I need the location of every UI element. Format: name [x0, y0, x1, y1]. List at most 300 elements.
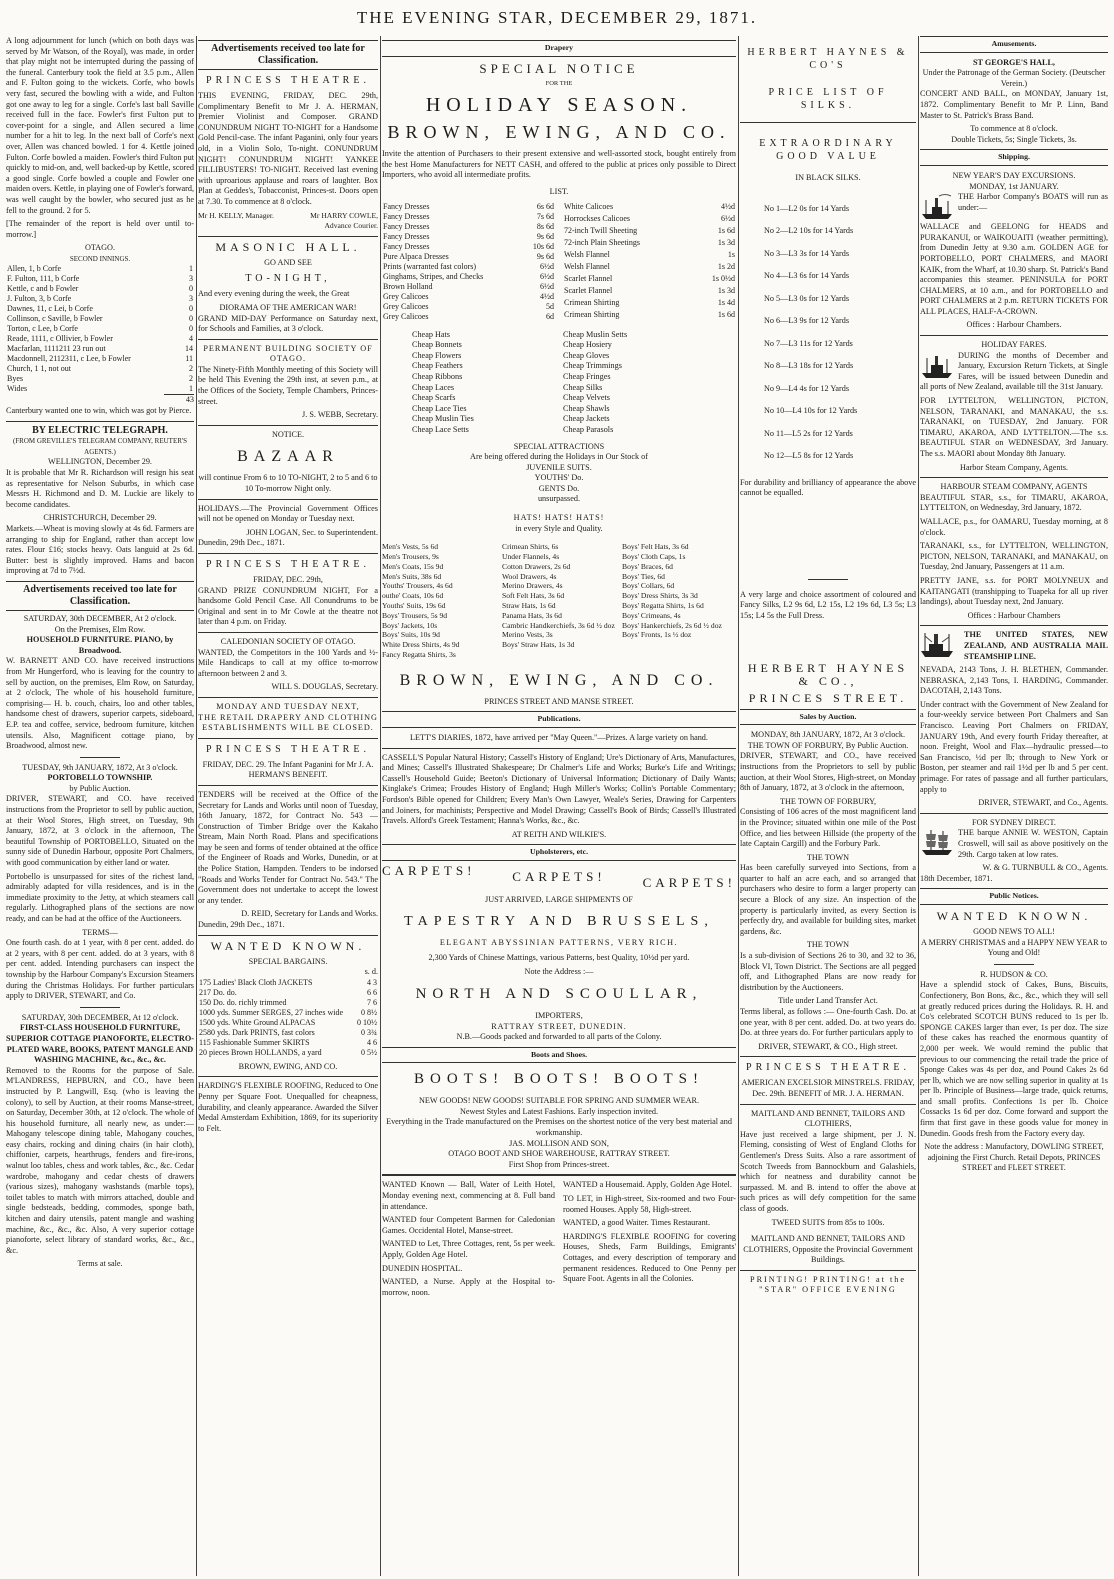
cheap-item: Cheap Shawls: [563, 403, 610, 413]
small-ad: WANTED to Let, Three Cottages, rent, 5s per week. Apply, Golden Age Hotel.: [382, 1239, 555, 1259]
score-row: [6, 374, 194, 384]
us-mail-body: Under contract with the Government of New Zealand for a four-weekly service between Port Chalmers and San Francisco. Leaving Port Chalmers on FRIDAY, JANUARY 19th, And every fourth Friday thereafter, at noon. Freight, Wool and Flax—hydraulic pressed—to San Francisco, ½d per lb; through to New York or Boston, per steamer and rail 1½d per lb and 5 per cent. primage. For rates of passage and all further particulars, apply to: [920, 699, 1108, 794]
theatre-ad-1-title: PRINCESS THEATRE.: [206, 75, 370, 86]
clothing-item: Straw Hats, 1s 6d: [502, 601, 556, 611]
sydney-body: THE barque ANNIE W. WESTON, Captain Croswell, will sail as above positively on the 29th. Cargo taken at low rates.: [958, 828, 1108, 859]
price-right-row: [563, 250, 736, 262]
bargain-row: [198, 988, 378, 998]
price-right-value: 1s 6d: [717, 225, 735, 235]
price-right-row: [563, 238, 736, 250]
small-ad: DUNEDIN HOSPITAL.: [382, 1263, 463, 1273]
special-bargains-title: SPECIAL BARGAINS.: [248, 956, 328, 966]
holiday-season-title: HOLIDAY SEASON.: [425, 94, 693, 117]
theatre-ad-2-title: PRINCESS THEATRE.: [206, 559, 370, 570]
cheap-item: Cheap Velvets: [563, 393, 610, 403]
score-row: [6, 264, 194, 274]
bargain-row: [198, 1028, 378, 1038]
score-value: 2: [189, 374, 193, 384]
price-left-label: Grey Calicoes: [383, 291, 429, 301]
score-label: J. Fulton, 3, b Corfe: [7, 294, 72, 304]
price-left-value: 6½d: [540, 261, 554, 271]
sydney-date: 18th December, 1871.: [920, 873, 993, 883]
price-right-label: Crimean Shirting: [564, 297, 620, 307]
hats-quality: in every Style and Quality.: [515, 523, 603, 533]
clothing-item: Boys' Crimeans, 4s: [622, 610, 681, 620]
forbury-body-3: Has been carefully surveyed into Sections, from a quarter to half an acre each, and so arranged that purchasers who desire to form a larger property can secure a Block of any size. An inspection of the property is particularly invited, as every Section is perfectly dry, and available for building sites, market gardens, &c.: [740, 863, 916, 936]
wanted-known-title-2: WANTED KNOWN.: [936, 908, 1092, 923]
small-ads-left: [382, 1180, 555, 1301]
price-right-value: 1s 3d: [717, 237, 735, 247]
carpets-2: CARPETS!: [512, 868, 606, 884]
fancy-silks: A very large and choice assortment of coloured and Fancy Silks, L2 9s 6d, L2 15s, L2 19s 6d, L3 5s; L3 15s; L4 5s the Full Dress.: [740, 589, 916, 620]
cricket-report: A long adjournment for lunch (which on both days was served by Mr Watson, of the Royal), was made, in order that play might not be interrupted during the passing of the funeral. Canterbury took the field at 3.5 p.m., Allen and F. Fulton going to the wickets. Corfe, who bowls very fast, secured the bowling with a wide, and Fulton got one away to leg for a single. Corfe's last ball Saville received full in the face. Fowler's first Fulton put to cover-point for a single, and Allen secured a lime number for a hit to leg. In the next ball of Corfe's next over, Allen was chanced bowled. 1 for 4. Kettle joined Fulton. Corfe bowled a maiden. Fowler's third Fulton put quickly to mid-on, and, well backed-up by Kettle, scored a good single. Corfe bowled a couple and Fowler one maiden overs. Kettle, in playing one of Fowler's forward, was well caught by the bowler, who secured just as he fell to the ground. 2 for 5.: [6, 36, 194, 215]
harbour-steam-title: HARBOUR STEAM COMPANY, AGENTS: [940, 482, 1088, 492]
price-left-label: Fancy Dresses: [383, 211, 430, 221]
clothing-item: Boys' Trousers, 5s 9d: [382, 610, 448, 620]
price-right-label: Scarlet Flannel: [564, 285, 613, 295]
price-left-row: [382, 262, 555, 272]
small-ad: HARDING'S FLEXIBLE ROOFING for covering Houses, Sheds, Farm Buildings, Emigrants' Cottages, and every description of temporary and permanent residences. Reduced to One Penny per Square Foot. Agents in all the Colonies.: [563, 1231, 736, 1284]
printing-ad: PRINTING! PRINTING! at the "STAR" OFFICE EVENING: [750, 1274, 906, 1295]
price-right-label: 72-inch Plain Sheetings: [564, 237, 640, 247]
theatre-ad-4-body: AMERICAN EXCELSIOR MINSTRELS. FRIDAY, Dec. 29th. BENEFIT of MR. J. A. HERMAN.: [741, 1078, 915, 1098]
late-ads-heading: Advertisements received too late for Classification.: [6, 581, 194, 611]
price-right-value: 4½d: [721, 201, 735, 211]
price-left-row: [382, 242, 555, 252]
score-title: OTAGO.: [84, 243, 116, 253]
score-value: 1: [189, 384, 193, 394]
score-label: Dawnes, 11, c Lei, b Corfe: [7, 304, 93, 314]
new-years-title: NEW YEAR'S DAY EXCURSIONS.: [952, 170, 1076, 180]
durability-note: For durability and brilliancy of appearance the above cannot be equalled.: [740, 477, 916, 498]
harbour-steam-item: WALLACE, p.s., for OAMARU, Tuesday morning, at 8 o'clock.: [920, 516, 1108, 537]
haynes-address: PRINCES STREET.: [748, 690, 908, 705]
public-notices-heading: Public Notices.: [920, 888, 1108, 905]
price-left-label: Prints (warranted fast colors): [383, 261, 477, 271]
price-right-value: 1s 3d: [717, 285, 735, 295]
caledonian-title: CALEDONIAN SOCIETY OF OTAGO.: [220, 636, 356, 646]
score-label: Byes: [7, 374, 23, 384]
silk-price: No 7—L3 11s for 12 Yards: [764, 338, 853, 348]
building-society-body: The Ninety-Fifth Monthly meeting of this Society will be held This Evening the 29th inst, at seven p.m., at the Offices of the Society, Temple Chambers, Princes-street.: [198, 364, 378, 406]
price-left-row: [382, 282, 555, 292]
price-left-label: Fancy Dresses: [383, 241, 430, 251]
silk-price-list: [740, 198, 916, 468]
clothing-item: Soft Felt Hats, 3s 6d: [502, 591, 565, 601]
score-value: 4: [189, 334, 193, 344]
price-left-value: 5d: [546, 301, 554, 311]
score-row: [6, 304, 194, 314]
hudson-note: Note the address : Manufactory, DOWLING STREET, adjoining the First Church. Retail Depots, PRINCES STREET and FLEET STREET.: [924, 1142, 1104, 1173]
amusements-heading: Amusements.: [920, 36, 1108, 53]
silk-price: No 1—L2 0s for 14 Yards: [764, 203, 850, 213]
hats-line: HATS! HATS! HATS!: [513, 513, 605, 523]
st-georges-price: Double Tickets, 5s; Single Tickets, 3s.: [951, 134, 1077, 144]
small-ad: WANTED four Competent Barmen for Caledonian Games. Occidental Hotel, Manse-street.: [382, 1215, 555, 1235]
price-left-value: 9s 6d: [536, 231, 554, 241]
theatre-ad-1-body: THIS EVENING, FRIDAY, DEC. 29th, Complimentary Benefit to Mr J. A. HERMAN, Premier Violinist and Composer. GRAND CONUNDRUM NIGHT TO-NIGHT for a Handsome Gold Pencil-case. The infant Paganini, only four years old, in a Violin Solo, To-night. CONUNDRUM NIGHT! CONUNDRUM NIGHT! YANKEE FILLIBUSTERS! TO-NIGHT. Received last evening with uproarious applause and roars of laughter. Box Plan at Geddes's, Tobacconist, Princes-st. Doors open at 7.30. To commence at 8 o'clock.: [198, 91, 378, 206]
hudson-body: Have a splendid stock of Cakes, Buns, Biscuits, Confectionery, Bon Bons, &c., &c., which they will sell at greatly reduced prices during the Holidays. R. H. and Co's celebrated SCOTCH BUNS reduced to 1s per lb. SPONGE CAKES larger than ever, 1s per doz. The size of these cakes has reached the enormous quantity of 2,000 per week. We would remind the public that previous to our commencing the retail trade the price of Sponge Cakes was 4s per doz, and Pound Cakes 2s 6d per lb, which we are now selling superior in quality at 1s per lb. Principle of Business—large trade, quick returns, and small profits. Confections 1s per lb. Choice Cossacks 1s 6d per doz. Come forward and support the firm that first gave in these goods value for money in Dunedin. Goods fresh from the Factory every day.: [920, 980, 1108, 1138]
price-right-row: [563, 202, 736, 214]
caledonian-sign: WILL S. DOUGLAS, Secretary.: [271, 682, 378, 692]
score-value: 3: [189, 274, 193, 284]
bargain-value: 4 3: [367, 977, 377, 987]
forbury-town-2: THE TOWN: [806, 940, 850, 950]
clothing-item: Men's Suits, 38s 6d: [382, 571, 442, 581]
price-right-label: 72-inch Twill Sheeting: [564, 225, 638, 235]
price-left-label: Brown Holland: [383, 281, 433, 291]
clothing-item: Boys' Regatta Shirts, 1s 6d: [622, 601, 704, 611]
score-value: 3: [189, 294, 193, 304]
roofing-body: HARDING'S FLEXIBLE ROOFING, Reduced to One Penny per Square Foot. Unequalled for cheapness, durability, and cleanly appearance. Awarded the Silver Medal Amsterdam Exhibition, 1869, for its superiority to Felt.: [198, 1081, 378, 1133]
price-right-label: Scarlet Flannel: [564, 273, 613, 283]
price-left-value: 7s 6d: [536, 211, 554, 221]
bargain-value: 0 8½: [361, 1007, 377, 1017]
column-5: [920, 36, 1108, 1576]
tender-body: TENDERS will be received at the Office of the Secretary for Lands and Works until noon of Tuesday, 16th January, 1872, for Contract No. 543 — Construction of Timber Bridge over the Kakaho Stream, Main North Road. Plans and specifications may be seen and forms of tender obtained at the office of the Engineer of Roads and Works, Dunedin, or at the Police Station, Hampden. Tenders to be indorsed "Roads and Works Tender for Contract No. 543." The Government does not undertake to accept the lowest or any tender.: [198, 789, 378, 905]
st-georges-title: ST GEORGE'S HALL,: [973, 57, 1055, 67]
sale2-body: DRIVER, STEWART, and CO. have received instructions from the Proprietor to sell by public auction, at their Wool Stores, High street, on Tuesday, 9th January, 1872, at 3 o'clock in the afternoon, The beautiful Township of PORTOBELLO, Situated on the sunny side of Dunedin Harbour, opposite Port Chalmers, with good communication by either land or water.: [6, 794, 194, 868]
telegraph-dateline-2: CHRISTCHURCH, December 29.: [43, 513, 157, 523]
bargain-value: 7 6: [367, 997, 377, 1007]
price-left-value: 10s 6d: [532, 241, 554, 251]
score-value: 0: [189, 304, 193, 314]
sale2-more: Portobello is unsurpassed for sites of the richest land, admirably adapted for villa residences, and is in the immediate proximity to the Jetty, at which steamers call regularly. Lithographed plans of the sections are now ready, and can be had at the office of the Auctioneers.: [6, 871, 194, 923]
late-ads-heading-2: Advertisements received too late for Classification.: [198, 40, 378, 70]
score-label: Macfarlan, 1111211 23 run out: [7, 344, 106, 354]
price-left-value: 6s 6d: [536, 201, 554, 211]
score-row: [6, 344, 194, 354]
small-ad: TO LET, in High-street, Six-roomed and two Four-roomed Houses. Apply 58, High-street.: [563, 1194, 736, 1214]
theatre-courier: Mr HARRY COWLE, Advance Courier.: [310, 210, 378, 231]
new-years-list: WALLACE and GEELONG for HEADS and PURAKANUI, or WAIKOUAITI (weather permitting), from Dunedin Jetty at 9.30 a.m. GOLDEN AGE for PORTOBELLO, PORT CHALMERS, and MAORI KAIK, from the Wharf, at 10.30 sharp. St. Patrick's Band accompanies this steamer. PENINSULA for PORT CHALMERS, at 10 a.m., and for PORTOBELLO and PORT CHALMERS at 2 p.m. RETURN TICKETS FOR ALL PLACES, HALF-A-CROWN.: [920, 222, 1108, 316]
sale2-terms: One fourth cash. do at 1 year, with 8 per cent. added. do at 2 years, with 8 per cent. added. do at 3 years, with 8 per cent. added. Intending purchasers can inspect the township by the Harbour Company's Excursion Steamers during the Christmas Holidays. For further particulars apply to DRIVER, STEWART, and Co.: [6, 938, 194, 1001]
abyssinian-patterns: ELEGANT ABYSSINIAN PATTERNS, VERY RICH.: [439, 938, 679, 948]
brown-ewing-address: PRINCES STREET AND MANSE STREET.: [484, 696, 634, 706]
small-ad: WANTED, a good Waiter. Times Restaurant.: [563, 1218, 710, 1228]
st-georges-body: CONCERT AND BALL, on MONDAY, January 1st, 1872. Complimentary Benefit to Mr P. Linn, Band Master to St. Patrick's Brass Band.: [920, 89, 1108, 120]
bargain-label: 115 Fashionable Summer SKIRTS: [199, 1037, 310, 1047]
clothing-item: Panama Hats, 3s 6d: [502, 610, 562, 620]
bargain-row: [198, 1038, 378, 1048]
haynes-title: HERBERT HAYNES & CO'S: [747, 47, 909, 71]
clothing-list-c: [622, 542, 736, 660]
cricket-note: [The remainder of the report is held over until to-morrow.]: [6, 219, 194, 239]
clothing-list-a: [382, 542, 496, 660]
bargain-label: 20 pieces Brown HOLLANDS, a yard: [199, 1047, 322, 1057]
clothing-item: Men's Vests, 5s 6d: [382, 542, 439, 552]
note-address: Note the Address :—: [524, 967, 594, 977]
clothing-item: Youths' Suits, 19s 6d: [382, 601, 446, 611]
masthead: THE EVENING STAR, DECEMBER 29, 1871.: [356, 8, 758, 27]
price-left-label: Fancy Dresses: [383, 231, 430, 241]
bargain-row: [198, 1018, 378, 1028]
harbour-steam-item: TARANAKI, s.s., for LYTTELTON, WELLINGTON, PICTON, NELSON, TARANAKI, and MANAKAU, on Tuesday, 2nd January, Passengers at 11 a.m.: [920, 541, 1108, 572]
small-ad: WANTED Known — Ball, Water of Leith Hotel, Monday evening next, commencing at 8. Full band in attendance.: [382, 1180, 555, 1211]
masonic-line-d: DIORAMA OF THE AMERICAN WAR!: [219, 302, 357, 312]
sydney-title: FOR SYDNEY DIRECT.: [972, 817, 1056, 827]
publications-heading: Publications.: [382, 711, 736, 728]
letts-diaries: LETT'S DIARIES, 1872, have arrived per "May Queen."—Prizes. A large variety on hand.: [410, 733, 708, 742]
harbour-steam-item: PRETTY JANE, s.s. for PORT MOLYNEUX and KAITANGATI (transhipping to Tuapeka for all up river landings), about Tuesday next, 2nd January.: [920, 575, 1108, 607]
caledonian-body: WANTED, the Competitors in the 100 Yards and ½-Mile Handicaps to call at my office to-morrow afternoon between 2 and 3.: [198, 647, 378, 678]
forbury-title-2: THE TOWN OF FORBURY,: [780, 796, 876, 806]
price-left-row: [382, 292, 555, 302]
cheap-item: Cheap Lace Setts: [412, 424, 469, 434]
cheap-item: Cheap Ribbons: [412, 371, 463, 381]
tapestry-brussels: TAPESTRY AND BRUSSELS,: [404, 914, 714, 930]
clothing-item: Merino Drawers, 4s: [502, 581, 563, 591]
price-left-label: Grey Calicoes: [383, 311, 429, 321]
goods-packed: N.B.—Goods packed and forwarded to all parts of the Colony.: [456, 1032, 662, 1042]
telegraph-item-2: Markets.—Wheat is moving slowly at 4s 6d. Farmers are arranging to ship for England, rather than accept low rates. Flour £16; stocks heavy. Oats languid at 2s 6d. Butter: best is slightly improved. Hams and bacon improving at 7d to 7½d.: [6, 524, 194, 576]
clothing-item: Boys' Ties, 6d: [622, 571, 665, 581]
small-ad: WANTED a Housemaid. Apply, Golden Age Hotel.: [563, 1180, 732, 1190]
bargain-value: 0 3¾: [361, 1027, 377, 1037]
special-attractions-heading: SPECIAL ATTRACTIONS: [513, 441, 605, 451]
price-left-row: [382, 312, 555, 322]
cheap-item: Cheap Laces: [412, 382, 455, 392]
score-row: [6, 364, 194, 374]
theatre-ad-2-date: FRIDAY, DEC. 29th,: [253, 575, 323, 584]
special-notice-for: FOR THE: [545, 79, 573, 87]
cheap-goods-left: [412, 330, 555, 436]
price-right-value: 1s 6d: [717, 309, 735, 319]
notice-heading: NOTICE.: [271, 429, 305, 439]
brown-ewing-intro: Invite the attention of Purchasers to their present extensive and well-assorted stock, bought entirely from the best Home Manufacturers for NETT CASH, and offered to the public at prices only possible to Direct Importers, who avoid all intermediate profits.: [382, 149, 736, 180]
bargain-value: 0 10½: [357, 1017, 377, 1027]
telegraph-subtitle: (FROM GREVILLE'S TELEGRAM COMPANY, REUTER'S AGENTS.): [12, 437, 188, 456]
score-label: Macdonnell, 2112311, c Lee, b Fowler: [7, 354, 131, 364]
bargains-sign: BROWN, EWING, AND CO.: [238, 1061, 338, 1071]
cheap-item: Cheap Hosiery: [563, 340, 612, 350]
sale1-body: W. BARNETT AND CO. have received instructions from Mr Hungerford, who is leaving for the country to sell by auction, on the premises, Elm Row, on Saturday, at 2 o'clock, The whole of his household furniture, comprising— H. b. couch, chairs, loo and other tables, handsome chest of drawers, superior carpets, sideboard, E.P. tea and coffee, service, bedroom furniture, kitchen utensils. Also, Magnificent cottage piano, by Broadwood, almost new.: [6, 656, 194, 751]
brown-ewing-title: BROWN, EWING, AND CO.: [387, 122, 731, 143]
boots-styles: Newest Styles and Latest Fashions. Early inspection invited.: [459, 1106, 659, 1116]
price-left-row: [382, 232, 555, 242]
theatre-ad-2-body: GRAND PRIZE CONUNDRUM NIGHT, For a handsome Gold Pencil Case. All Conundrums to be Original and sent in to Mr Cowle at the theatre not later than 4 p.m. on Friday.: [198, 585, 378, 627]
clothing-item: Under Flannels, 4s: [502, 552, 560, 562]
sale3-body: Removed to the Rooms for the purpose of Sale. M'LANDRESS, HEPBURN, and CO., have been instructed by P. Langwill, Esq. (who is leaving the colony), to sell by Auction, at their rooms Manse-street, on Saturday, December 30th, at 12 o'clock. The whole of his household furniture, all nearly new, as under:— Mahogany telescope dining table, Mahogany couches, easy chairs, rocking and dining chairs (in hair cloth), chiffonier, carpets, hearthrugs, fenders and fire-irons, walnut loo tables, chess and work tables, &c., &c. Cedar wardrobe, mahogany and cedar chests of drawers (various sizes), mahogany washstands (marble tops), toilet tables to match with mirrors attached, double and single bedsteads, bedding, commodes, sponge bath, kitchen and dairy utensils, patent mangle and washing machine, &c., &c., &c. Also, A very superior cottage pianoforte, select library of standard works, &c., &c., &c.: [6, 1065, 194, 1255]
price-left-value: 6d: [546, 311, 554, 321]
score-value: 0: [189, 284, 193, 294]
boots-firm: JAS. MOLLISON AND SON,: [509, 1138, 609, 1148]
score-total: 43: [164, 394, 194, 406]
price-right-value: 1s 2d: [717, 261, 735, 271]
boots-warehouse: OTAGO BOOT AND SHOE WAREHOUSE, RATTRAY STREET.: [448, 1149, 670, 1159]
forbury-body-4: Is a sub-division of Sections 26 to 30, and 32 to 36, Block VI, Town District. The Sections are all pegged off, and Lithographed Plans are now ready for distribution by the Auctioneers.: [740, 951, 916, 992]
bargain-label: 150 Do. do. richly trimmed: [199, 997, 287, 1007]
silk-price: No 8—L3 18s for 12 Yards: [764, 361, 854, 371]
price-left-label: Ginghams, Stripes, and Checks: [383, 271, 484, 281]
score-row: [6, 324, 194, 334]
bargain-value: 6 6: [367, 987, 377, 997]
cheap-item: Cheap Muslin Ties: [412, 414, 474, 424]
clothing-item: Merino Vests, 3s: [502, 630, 553, 640]
price-left-value: 6½d: [540, 271, 554, 281]
us-mail-sign: DRIVER, STEWART, and Co., Agents.: [978, 798, 1108, 808]
price-right-row: [563, 226, 736, 238]
clothing-item: Boys' Collars, 6d: [622, 581, 675, 591]
harbour-steam-list: [920, 493, 1108, 608]
price-list-right: [563, 202, 736, 322]
price-left-row: [382, 302, 555, 312]
price-right-row: [563, 286, 736, 298]
clothing-item: Boys' Fronts, 1s ½ doz: [622, 630, 692, 640]
forbury-body: DRIVER, STEWART, and CO., have received instructions from the Proprietors to sell by public auction, at their Wool Stores, High-street, on Monday 8th of January, 1872, at 3 o'clock in the afternoon,: [740, 751, 916, 793]
building-society-title: PERMANENT BUILDING SOCIETY OF OTAGO.: [203, 343, 373, 364]
mail-steamer-icon: [920, 630, 960, 664]
north-scoullar: NORTH AND SCOULLAR,: [415, 985, 703, 1002]
cheap-item: Cheap Parasols: [563, 424, 614, 434]
auction-heading: Sales by Auction.: [740, 709, 916, 726]
bargain-row: [198, 1008, 378, 1018]
price-left-value: 9s 6d: [536, 251, 554, 261]
price-list-left: [382, 202, 555, 322]
silk-price: No 2—L2 10s for 14 Yards: [764, 226, 854, 236]
silk-price: No 4—L3 6s for 14 Yards: [764, 271, 850, 281]
score-value: 0: [189, 314, 193, 324]
price-right-label: Horrockses Calicoes: [564, 213, 630, 223]
bargain-label: 217 Do. do.: [199, 987, 237, 997]
holiday-fares-sign: Harbor Steam Company, Agents.: [960, 462, 1068, 472]
carpets-1: CARPETS!: [382, 862, 476, 878]
price-right-value: 1s 0½d: [711, 273, 735, 283]
building-society-sign: J. S. WEBB, Secretary.: [302, 410, 378, 420]
bargains-columns: s. d.: [364, 967, 378, 977]
score-label: Wides: [7, 384, 28, 394]
forbury-sign: DRIVER, STEWART, & CO., High street.: [758, 1041, 898, 1051]
sale2-terms-heading: TERMS—: [82, 927, 118, 937]
price-left-value: 6½d: [540, 281, 554, 291]
clothing-item: Youths' Trousers, 4s 6d: [382, 581, 453, 591]
silk-price: No 3—L3 3s for 14 Yards: [764, 248, 850, 258]
masonic-line-c: And every evening during the week, the Great: [198, 289, 350, 299]
unsurpassed: unsurpassed.: [537, 494, 581, 504]
score-value: 0: [189, 324, 193, 334]
cheap-item: Cheap Fringes: [563, 371, 611, 381]
good-news: GOOD NEWS TO ALL!: [973, 926, 1055, 936]
shipping-heading: Shipping.: [920, 149, 1108, 166]
theatre-ad-3-title: PRINCESS THEATRE.: [206, 743, 370, 755]
cheap-item: Cheap Feathers: [412, 361, 463, 371]
masonic-line-b: TO-NIGHT,: [245, 273, 331, 285]
scorecard: [6, 264, 194, 394]
price-left-value: 4½d: [540, 291, 554, 301]
masonic-hall-title: MASONIC HALL.: [215, 239, 361, 254]
column-4: [740, 36, 916, 1576]
clothing-list-b: [502, 542, 616, 660]
forbury-title: THE TOWN OF FORBURY, By Public Auction.: [747, 740, 909, 750]
cheap-item: Cheap Lace Ties: [412, 403, 467, 413]
price-left-label: Pure Alpaca Dresses: [383, 251, 449, 261]
bargain-row: [198, 978, 378, 988]
sale1-date: SATURDAY, 30th DECEMBER, At 2 o'clock.: [23, 613, 177, 623]
bargain-value: 4 6: [367, 1037, 377, 1047]
score-value: 2: [189, 364, 193, 374]
score-value: 11: [185, 354, 193, 364]
holidays-body: HOLIDAYS.—The Provincial Government Offices will not be opened on Monday or Tuesday next.: [198, 503, 378, 524]
cheap-goods-right: [563, 330, 706, 436]
clothing-item: Boys' Braces, 6d: [622, 561, 673, 571]
boots-new-goods: NEW GOODS! NEW GOODS! SUITABLE FOR SPRING AND SUMMER WEAR.: [418, 1096, 699, 1106]
price-right-row: [563, 214, 736, 226]
price-left-value: 8s 6d: [536, 221, 554, 231]
st-georges-sub: Under the Patronage of the German Society. (Deutscher Verein.): [922, 68, 1106, 88]
bazaar-body: will continue From 6 to 10 TO-NIGHT, 2 to 5 and 6 to 10 To-morrow Night only.: [198, 473, 378, 494]
clothing-item: Men's Trousers, 9s: [382, 552, 439, 562]
telegraph-title: BY ELECTRIC TELEGRAPH.: [32, 424, 168, 436]
carpets-3: CARPETS!: [642, 874, 736, 890]
telegraph-dateline-1: WELLINGTON, December 29.: [48, 457, 152, 467]
steamship-icon: [920, 192, 954, 222]
score-label: Reade, 1111, c Ollivier, b Fowler: [7, 334, 113, 344]
score-label: Church, 1 1, not out: [7, 364, 71, 374]
cheap-item: Cheap Silks: [563, 382, 603, 392]
score-row: [6, 294, 194, 304]
silk-price: No 12—L5 8s for 12 Yards: [764, 451, 854, 461]
st-georges-time: To commence at 8 o'clock.: [970, 124, 1058, 134]
score-row: [6, 274, 194, 284]
maitland-body: Have just received a large shipment, per J. N. Fleming, consisting of West of England Cloths for Gentlemen's Dress Suits. Also a rare assortment of Scotch Tweeds from Bannockburn and Galashiels, which for neatness and durability cannot be surpassed. M. and B. intend to offer the above at such prices as will defy competition for the same class of goods.: [740, 1129, 916, 1213]
juvenile-suits: JUVENILE SUITS.: [526, 462, 592, 472]
drapery-heading: Drapery: [382, 40, 736, 57]
sale3-terms: Terms at sale.: [77, 1259, 123, 1269]
score-row: [6, 354, 194, 364]
score-label: Allen, 1, b Corfe: [7, 264, 61, 274]
price-left-label: Grey Calicoes: [383, 301, 429, 311]
clothing-item: Fancy Regatta Shirts, 3s: [382, 650, 456, 660]
score-row: [6, 314, 194, 324]
clothing-item: Cotton Drawers, 2s 6d: [502, 561, 571, 571]
price-right-label: White Calicoes: [564, 201, 614, 211]
clothing-item: Boys' Straw Hats, 1s 3d: [502, 640, 575, 650]
sale3-heading: FIRST-CLASS HOUSEHOLD FURNITURE, SUPERIOR COTTAGE PIANOFORTE, ELECTRO-PLATED WARE, BOOKS, PATENT MANGLE AND WASHING MACHINE, &c., &c., &c.: [6, 1023, 194, 1065]
silk-price: No 9—L4 4s for 12 Yards: [764, 383, 850, 393]
clothing-item: White Dress Shirts, 4s 9d: [382, 640, 460, 650]
maitland-tweed: TWEED SUITS from 85s to 100s.: [771, 1217, 885, 1227]
price-right-row: [563, 262, 736, 274]
clothing-item: Boys' Jackets, 10s: [382, 620, 438, 630]
score-value: 14: [185, 344, 193, 354]
score-value: 1: [189, 264, 193, 274]
cheap-item: Cheap Trimmings: [563, 361, 622, 371]
price-right-value: 1s 4d: [717, 297, 735, 307]
bargain-row: [198, 1048, 378, 1058]
importers: IMPORTERS,: [535, 1010, 583, 1020]
maitland-title: MAITLAND AND BENNET, TAILORS AND CLOTHIERS,: [751, 1108, 905, 1129]
new-years-sign: Offices : Harbour Chambers.: [966, 320, 1062, 330]
price-right-value: 6½d: [721, 213, 735, 223]
price-right-row: [563, 310, 736, 322]
score-label: Kettle, c and b Fowler: [7, 284, 79, 294]
telegraph-item-1: It is probable that Mr R. Richardson will resign his seat as representative for Nelson Suburbs, in which case Messrs H. Richmond and D. M. Luckie are likely to become candidates.: [6, 468, 194, 509]
boots-title: BOOTS! BOOTS! BOOTS!: [413, 1071, 704, 1088]
cheap-item: Cheap Muslin Setts: [563, 329, 628, 339]
tender-sign: D. REID, Secretary for Lands and Works.: [241, 909, 378, 919]
bargain-row: [198, 998, 378, 1008]
holidays-date: Dunedin, 29th Dec., 1871.: [198, 538, 285, 548]
small-ad: WANTED, a Nurse. Apply at the Hospital to-morrow, noon.: [382, 1277, 555, 1297]
black-silks: IN BLACK SILKS.: [795, 173, 861, 182]
score-row: [6, 284, 194, 294]
us-mail-ships: NEVADA, 2143 Tons, J. H. BLETHEN, Commander. NEBRASKA, 2,143 Tons, I. HARDING, Commander. DACOTAH, 2,143 Tons.: [920, 665, 1108, 696]
sale3-date: SATURDAY, 30th DECEMBER, At 12 o'clock.: [21, 1012, 179, 1022]
score-label: F. Fulton, 111, b Corfe: [7, 274, 80, 284]
cheap-item: Cheap Jackets: [563, 414, 610, 424]
sale2-subheading: by Public Auction.: [69, 783, 131, 793]
masonic-line-a: GO AND SEE: [264, 257, 312, 267]
